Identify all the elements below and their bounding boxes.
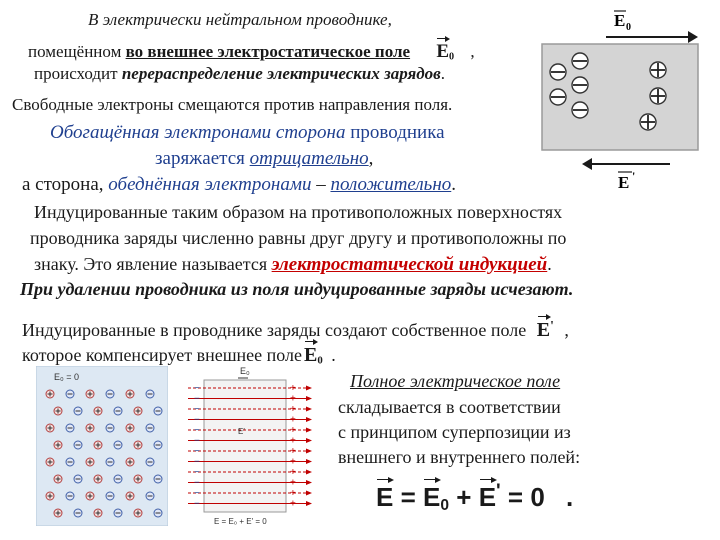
electrostatic-induction-term: электростатической индукцией: [271, 254, 548, 275]
eq-e0-subscript: 0: [440, 496, 450, 514]
negative-charge: [66, 458, 74, 466]
positive-surface-charge: +: [290, 498, 296, 510]
positive-charge: [86, 492, 94, 500]
positive-charge: [650, 88, 666, 104]
negative-word: отрицательно: [249, 148, 369, 169]
negative-charge: [146, 492, 154, 500]
positive-surface-charge: +: [290, 404, 296, 415]
eq-equals-2: =: [507, 482, 524, 512]
conductor-diagram: [540, 4, 700, 194]
positive-charge: [126, 458, 134, 466]
positive-charge: [86, 424, 94, 432]
para3-line2: [155, 148, 373, 170]
negative-surface-charge: −: [194, 446, 200, 457]
negative-surface-charge: −: [194, 404, 200, 415]
eq-zero: 0: [530, 482, 545, 512]
negative-charge: [114, 407, 122, 415]
induced-figure-conductor: [204, 380, 286, 512]
negative-charge: [66, 390, 74, 398]
negative-charge: [106, 492, 114, 500]
neutral-conductor-figure: [36, 366, 168, 526]
positive-charge: [126, 390, 134, 398]
positive-charge: [94, 407, 102, 415]
induced-label-e: E: [618, 173, 630, 192]
e0-subscript: 0: [449, 51, 455, 63]
positive-charge: [94, 475, 102, 483]
field-line-arrowhead: [306, 501, 312, 506]
para7-line3: с принципом суперпозиции из: [338, 422, 571, 442]
negative-charge: [66, 492, 74, 500]
positive-surface-charge: +: [290, 383, 296, 394]
negative-charge: [154, 509, 162, 517]
positive-charge: [134, 441, 142, 449]
negative-charge: [146, 458, 154, 466]
negative-surface-charge: −: [194, 488, 200, 499]
negative-surface-charge: −: [194, 435, 200, 447]
para1-line3: [34, 64, 445, 84]
field-line-arrowhead: [306, 480, 312, 485]
negative-charge: [154, 407, 162, 415]
negative-charge: [146, 424, 154, 432]
positive-charge: [94, 509, 102, 517]
para6-line1: [22, 315, 569, 342]
field-label-e: E: [614, 11, 626, 30]
positive-charge: [46, 458, 54, 466]
field-line-arrowhead: [306, 470, 312, 475]
negative-charge: [572, 102, 588, 118]
induced-figure-middle-label: E': [238, 427, 245, 436]
positive-charge: [54, 441, 62, 449]
para7-line4: внешнего и внутреннего полей:: [338, 447, 581, 467]
negative-surface-charge: −: [194, 414, 200, 426]
para3-line1: [50, 122, 445, 144]
positive-surface-charge: +: [290, 425, 296, 436]
induced-label-prime: ': [632, 169, 636, 183]
positive-charge: [86, 390, 94, 398]
negative-charge: [106, 390, 114, 398]
positive-charge: [46, 492, 54, 500]
positive-surface-charge: +: [290, 456, 296, 468]
negative-charge: [114, 475, 122, 483]
negative-surface-charge: −: [194, 393, 200, 405]
negative-charge: [572, 53, 588, 69]
negative-charge: [106, 458, 114, 466]
positive-charge: [126, 424, 134, 432]
induced-field-arrow: [582, 158, 670, 170]
para6-line2-before: которое компенсирует внешнее поле: [22, 345, 303, 365]
positive-surface-charge: +: [290, 435, 296, 447]
field-line-arrowhead: [306, 428, 312, 433]
external-field-arrow: [606, 31, 698, 43]
para4-line1: Индуцированные таким образом на противоположных поверхностях: [34, 202, 563, 222]
positive-charge: [46, 424, 54, 432]
para2-line1: Свободные электроны смещаются против направления поля.: [12, 95, 453, 114]
para7-line2: складывается в соответствии: [338, 397, 561, 417]
para6-line2-after: .: [326, 345, 336, 365]
negative-charge: [154, 441, 162, 449]
para5-line1: При удалении проводника из поля индуцированные заряды исчезают.: [20, 279, 574, 299]
depleted-side-phrase: обеднённая электронами: [108, 174, 312, 195]
eq-prime-mark: ': [496, 480, 501, 503]
negative-surface-charge: −: [194, 425, 200, 436]
eq-e0: E: [423, 478, 440, 513]
positive-charge: [134, 475, 142, 483]
negative-charge: [66, 424, 74, 432]
field-line-arrowhead: [306, 396, 312, 401]
para3-line3-before: а сторона,: [22, 174, 109, 195]
para1-line2-before: помещённом: [28, 42, 126, 61]
para1-line1: В электрически нейтральном проводнике,: [88, 10, 392, 29]
e0-vector-symbol: E: [436, 37, 449, 63]
para1-line3-after: .: [440, 64, 446, 83]
negative-surface-charge: −: [194, 467, 200, 478]
negative-charge: [154, 475, 162, 483]
enriched-side-phrase: Обогащённая электронами сторона: [50, 122, 346, 143]
eq-period: .: [566, 482, 574, 512]
field-line-arrowhead: [306, 459, 312, 464]
induced-figure-top-label: E₀: [240, 366, 250, 376]
negative-charge: [550, 64, 566, 80]
neutral-field-label: E₀ = 0: [54, 372, 80, 382]
positive-surface-charge: +: [290, 467, 296, 478]
positive-charge: [86, 458, 94, 466]
negative-surface-charge: −: [194, 477, 200, 489]
positive-charge: [640, 114, 656, 130]
positive-surface-charge: +: [290, 488, 296, 499]
positive-charge: [126, 492, 134, 500]
negative-charge: [74, 509, 82, 517]
negative-surface-charge: −: [194, 456, 200, 468]
para6-line2: [22, 340, 336, 367]
positive-word: положительно: [330, 174, 452, 195]
eq-plus: +: [456, 482, 472, 512]
eq-e-prime: E: [479, 478, 496, 513]
negative-charge: [146, 390, 154, 398]
positive-surface-charge: +: [290, 477, 296, 489]
field-line-arrowhead: [306, 386, 312, 391]
para6-line1-after: ,: [559, 320, 569, 340]
field-line-arrowhead: [306, 449, 312, 454]
eq-e-total: E: [376, 478, 393, 513]
negative-charge: [74, 407, 82, 415]
para3-line2-after: ,: [368, 148, 374, 169]
para4-line3-before: знаку. Это явление называется: [34, 254, 272, 274]
para3-line3-after: .: [451, 174, 457, 195]
para4-line2: проводника заряды численно равны друг другу и противоположны по: [30, 228, 567, 248]
external-field-phrase: во внешнее электростатическое поле: [125, 42, 411, 61]
negative-charge: [572, 77, 588, 93]
e0-subscript-2: 0: [317, 354, 323, 367]
e0-vector-symbol-2: E: [304, 340, 317, 367]
e-prime-vector-symbol: E: [537, 315, 550, 342]
para4-line3-after: .: [547, 254, 552, 274]
negative-charge: [550, 89, 566, 105]
para6-line1-before: Индуцированные в проводнике заряды создают собственное поле: [22, 320, 527, 340]
positive-charge: [46, 390, 54, 398]
negative-charge: [74, 475, 82, 483]
positive-surface-charge: +: [290, 446, 296, 457]
field-line-arrowhead: [306, 417, 312, 422]
positive-charge: [54, 407, 62, 415]
positive-charge: [54, 509, 62, 517]
induced-field-figure: [186, 364, 314, 528]
para3-line3: [22, 174, 456, 196]
para3-line3-mid: –: [311, 174, 331, 195]
superposition-equation: [376, 478, 573, 515]
negative-charge: [114, 509, 122, 517]
positive-charge: [94, 441, 102, 449]
total-field-heading: Полное электрическое поле: [350, 371, 561, 391]
negative-charge: [114, 441, 122, 449]
para1-line2-after: ,: [466, 42, 475, 61]
para4-line3: [34, 254, 552, 276]
induced-figure-caption: E = E₀ + E' = 0: [214, 517, 267, 526]
negative-surface-charge: −: [194, 383, 200, 394]
positive-charge: [650, 62, 666, 78]
positive-surface-charge: +: [290, 393, 296, 405]
negative-charge: [74, 441, 82, 449]
field-line-arrowhead: [306, 407, 312, 412]
para3-line1-after: проводника: [345, 122, 445, 143]
positive-charge: [134, 509, 142, 517]
eq-equals-1: =: [400, 482, 416, 512]
e-prime-mark: ': [550, 317, 554, 333]
field-line-arrowhead: [306, 491, 312, 496]
field-label-sub: 0: [626, 22, 631, 33]
field-line-arrowhead: [306, 438, 312, 443]
para1-line3-before: происходит: [34, 64, 122, 83]
positive-charge: [134, 407, 142, 415]
positive-charge: [54, 475, 62, 483]
redistribution-phrase: перераспределение электрических зарядов: [121, 64, 441, 83]
positive-surface-charge: +: [290, 414, 296, 426]
negative-charge: [106, 424, 114, 432]
negative-surface-charge: −: [194, 498, 200, 510]
para1-line2: [28, 37, 475, 63]
para3-line2-before: заряжается: [155, 148, 250, 169]
